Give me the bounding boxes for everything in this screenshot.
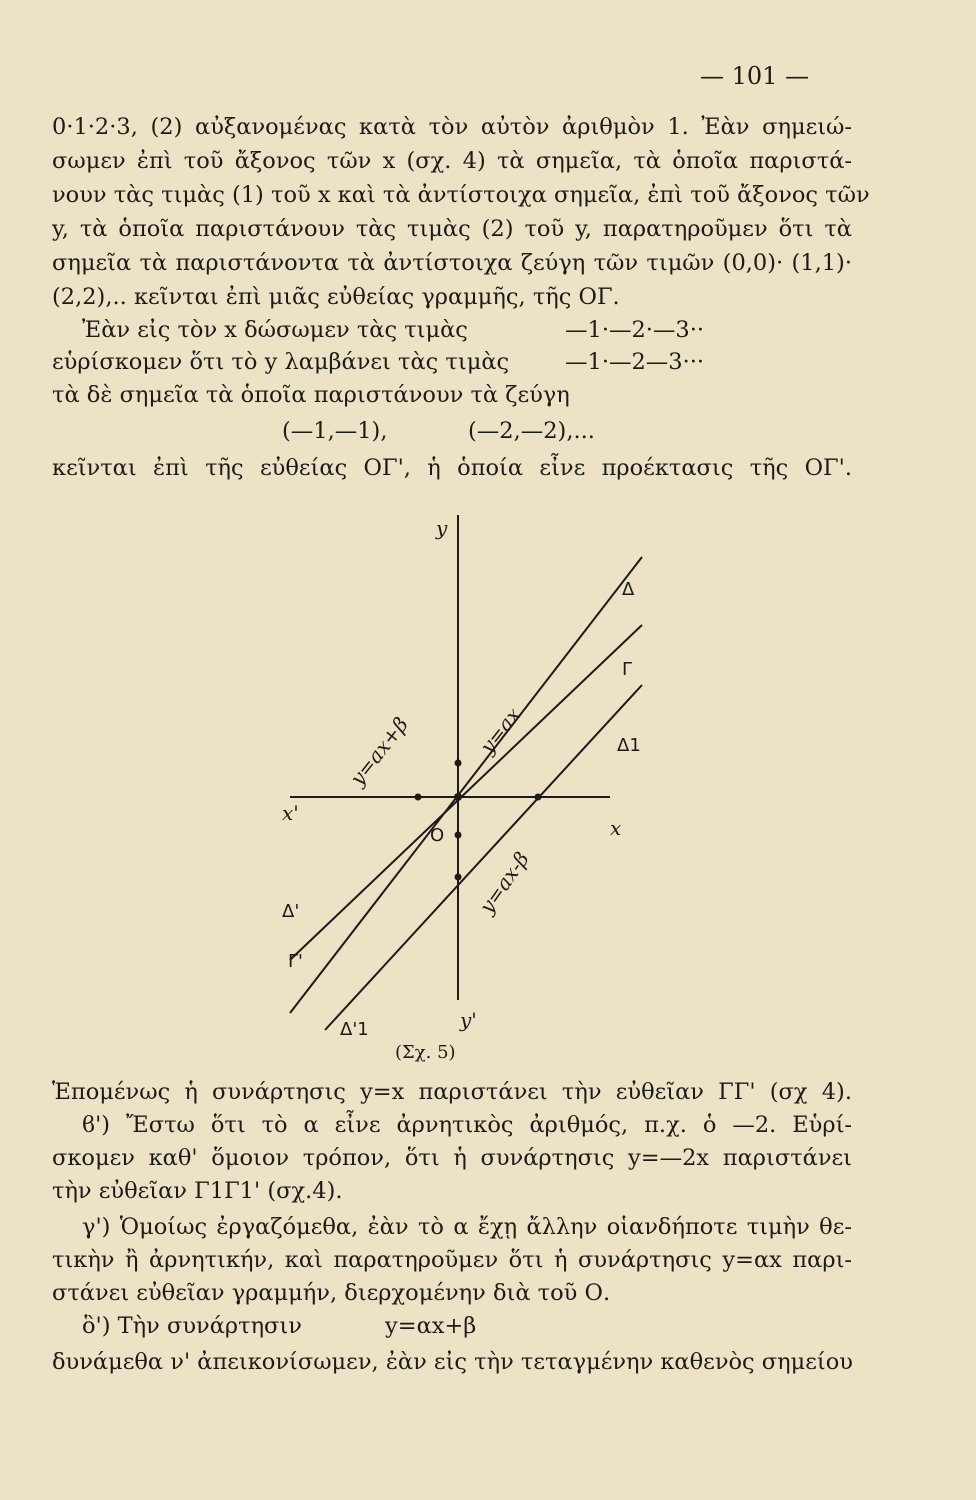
point <box>455 874 462 881</box>
neg-x-values: —1·—2·—3·· <box>565 317 705 343</box>
axis-x-label: x <box>610 816 622 840</box>
point <box>455 832 462 839</box>
text-line: σημεῖα τὰ παριστάνοντα τὰ ἀντίστοιχα ζεύγη τῶν τιμῶν (0,0)· (1,1)· <box>52 250 852 276</box>
axis-y-neg-label: y' <box>460 1008 477 1032</box>
origin-point <box>454 793 462 801</box>
text-line: ϐ') Ἔστω ὅτι τὸ α εἶνε ἀρνητικὸς ἀριθμός, π.χ. ὁ —2. Εὑρί- <box>82 1112 852 1138</box>
figure-5 <box>250 505 710 1040</box>
neg-y-values: —1·—2—3··· <box>565 349 705 375</box>
neg-x-text: Ἐὰν εἰς τὸν x δώσωμεν τὰς τιμὰς <box>82 317 468 343</box>
delta-label: Δ <box>622 579 635 600</box>
axis-x-neg-label: x' <box>282 801 299 825</box>
text-line: δυνάμεθα ν' ἀπεικονίσωμεν, ἐὰν εἰς τὴν τεταγμένην καθενὸς σημείου <box>52 1349 853 1375</box>
text-line: γ') Ὁμοίως ἐργαζόμεθα, ἐὰν τὸ α ἔχῃ ἄλλην οἱανδήποτε τιμὴν θε- <box>82 1214 852 1240</box>
page-number: — 101 — <box>700 62 810 90</box>
text-line: σωμεν ἐπὶ τοῦ ἄξονος τῶν x (σχ. 4) τὰ σημεῖα, τὰ ὁποῖα παριστά- <box>52 148 852 174</box>
axis-y-label: y <box>436 516 448 540</box>
text-line: κεῖνται ἐπὶ τῆς εὐθείας ΟΓ', ἡ ὁποία εἶνε προέκτασις τῆς ΟΓ'. <box>52 455 852 481</box>
line-gamma <box>290 625 642 960</box>
pairs-text: τὰ δὲ σημεῖα τὰ ὁποῖα παριστάνουν τὰ ζεύγη <box>52 382 570 408</box>
gamma-label: Γ <box>622 659 633 680</box>
delta1-label: Δ1 <box>617 735 641 756</box>
text-line: y, τὰ ὁποῖα παριστάνουν τὰς τιμὰς (2) τοῦ y, παρατηροῦμεν ὅτι τὰ <box>52 216 852 242</box>
eq-plus-label: y=ax+β <box>345 712 413 791</box>
point <box>455 760 462 767</box>
eq-minus-label: y=ax-β <box>474 847 534 918</box>
pair-1: (—1,—1), <box>282 418 388 444</box>
paragraph4-label: ὃ') Τὴν συνάρτησιν <box>82 1313 302 1339</box>
text-line: τικὴν ἢ ἀρνητικήν, καὶ παρατηροῦμεν ὅτι ἡ συνάρτησις y=αx παρι- <box>52 1247 852 1273</box>
pair-2: (—2,—2),... <box>468 418 595 444</box>
neg-y-text: εὑρίσκομεν ὅτι τὸ y λαμβάνει τὰς τιμὰς <box>52 349 510 375</box>
eq-zero-label: y=ax <box>475 702 526 759</box>
text-line: (2,2),.. κεῖνται ἐπὶ μιᾶς εὐθείας γραμμῆς, τῆς ΟΓ. <box>52 284 620 310</box>
delta1-neg-label: Δ'1 <box>340 1019 369 1040</box>
text-line: νουν τὰς τιμὰς (1) τοῦ x καὶ τὰ ἀντίστοιχα σημεῖα, ἐπὶ τοῦ ἄξονος τῶν <box>52 182 870 208</box>
point <box>535 794 542 801</box>
text-line: τὴν εὐθεῖαν Γ1Γ1' (σχ.4). <box>52 1178 343 1204</box>
text-line: σκομεν καθ' ὅμοιον τρόπον, ὅτι ἡ συνάρτησις y=—2x παριστάνει <box>52 1145 852 1171</box>
paragraph4-equation: y=αx+β <box>385 1313 477 1339</box>
gamma-neg-label: Γ' <box>288 951 303 972</box>
text-line: στάνει εὐθεῖαν γραμμήν, διερχομένην διὰ τοῦ Ο. <box>52 1280 611 1306</box>
delta-neg-label: Δ' <box>282 901 300 922</box>
origin-label: O <box>430 825 445 846</box>
point <box>415 794 422 801</box>
text-line: Ἑπομένως ἡ συνάρτησις y=x παριστάνει τὴν εὐθεῖαν ΓΓ' (σχ 4). <box>52 1079 852 1105</box>
figure-caption: (Σχ. 5) <box>395 1042 456 1063</box>
line-delta <box>290 557 642 1013</box>
text-line: 0·1·2·3, (2) αὐξανομένας κατὰ τὸν αὐτὸν ἀριθμὸν 1. Ἐὰν σημειώ- <box>52 114 852 140</box>
